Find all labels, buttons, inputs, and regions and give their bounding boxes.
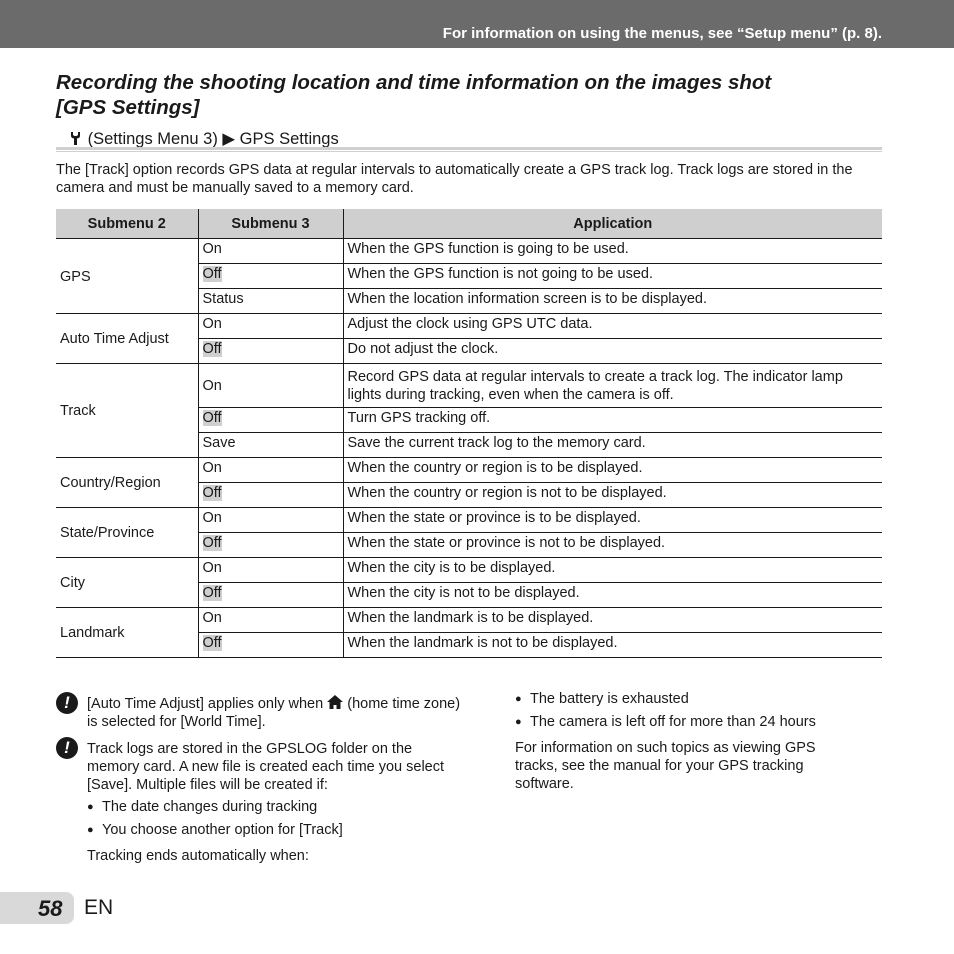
submenu3-cell (198, 339, 343, 364)
submenu3-cell: On (198, 314, 343, 339)
divider-thin (56, 151, 882, 152)
table-header-row (56, 209, 882, 239)
submenu2-cell: State/Province (56, 508, 198, 558)
note1-text-a: [Auto Time Adjust] applies only when (87, 696, 324, 712)
submenu2-cell: Auto Time Adjust (56, 314, 198, 364)
submenu2-cell: Country/Region (56, 458, 198, 508)
application-cell: When the GPS function is going to be used. (343, 239, 882, 264)
tracking-ends-text: Tracking ends automatically when: (87, 848, 309, 864)
application-cell: When the location information screen is to be displayed. (343, 289, 882, 314)
submenu2-cell: Track (56, 364, 198, 458)
default-value-highlight: Off (202, 535, 222, 551)
list-item: ● The camera is left off for more than 24 hours (515, 714, 816, 730)
application-cell: When the city is not to be displayed. (343, 583, 882, 608)
language-label: EN (84, 896, 114, 919)
list-item: ● You choose another option for [Track] (87, 822, 343, 838)
submenu3-cell: On (198, 239, 343, 264)
list-item-text: The date changes during tracking (102, 799, 318, 815)
submenu3-cell: On (198, 608, 343, 633)
submenu3-cell: On (198, 364, 343, 408)
list-item: ● The battery is exhausted (515, 691, 689, 707)
page-number: 58 (38, 896, 63, 921)
submenu2-cell: GPS (56, 239, 198, 314)
more-info-text: For information on such topics as viewing GPS tracks, see the manual for your GPS tracking software. (515, 740, 816, 792)
list-item-text: You choose another option for [Track] (102, 822, 343, 838)
table-row (56, 314, 882, 339)
submenu2-cell: City (56, 558, 198, 608)
default-value-highlight: Off (202, 485, 222, 501)
default-value-highlight: Off (202, 635, 222, 651)
table-row (56, 364, 882, 408)
submenu3-cell (198, 264, 343, 289)
application-cell: When the landmark is to be displayed. (343, 608, 882, 633)
application-cell: When the state or province is not to be displayed. (343, 533, 882, 558)
application-cell: Adjust the clock using GPS UTC data. (343, 314, 882, 339)
title-line-2: [GPS Settings] (56, 96, 200, 119)
divider (56, 147, 882, 150)
application-cell: Record GPS data at regular intervals to create a track log. The indicator lamp lights during tracking, even when the camera is off. (343, 364, 882, 408)
application-cell: Save the current track log to the memory card. (343, 433, 882, 458)
table-row (56, 508, 882, 533)
submenu3-cell (198, 533, 343, 558)
home-icon (327, 696, 343, 712)
submenu3-cell: On (198, 558, 343, 583)
table-row (56, 558, 882, 583)
section-title (56, 70, 856, 120)
submenu3-cell (198, 583, 343, 608)
table-row (56, 608, 882, 633)
default-value-highlight: Off (202, 341, 222, 357)
default-value-highlight: Off (202, 585, 222, 601)
note-auto-time-adjust (87, 695, 467, 731)
submenu3-cell (198, 633, 343, 658)
default-value-highlight: Off (202, 410, 222, 426)
submenu3-cell: On (198, 508, 343, 533)
title-line-1: Recording the shooting location and time information on the images shot (56, 71, 772, 94)
breadcrumb-text: (Settings Menu 3) ▶ GPS Settings (87, 130, 339, 148)
table-row (56, 239, 882, 264)
top-banner (0, 0, 954, 48)
list-item-text: The camera is left off for more than 24 hours (530, 714, 816, 730)
application-cell: When the city is to be displayed. (343, 558, 882, 583)
submenu3-cell: Save (198, 433, 343, 458)
gps-settings-table (56, 209, 882, 658)
note-track-logs: Track logs are stored in the GPSLOG folder on the memory card. A new file is created each time you select [Save]. Multiple files will be created if: (87, 741, 445, 793)
header-submenu2: Submenu 2 (56, 209, 198, 239)
application-cell: When the landmark is not to be displayed. (343, 633, 882, 658)
header-submenu3: Submenu 3 (198, 209, 343, 239)
submenu2-cell: Landmark (56, 608, 198, 658)
caution-icon: ! (56, 737, 78, 759)
intro-paragraph: The [Track] option records GPS data at regular intervals to automatically create a GPS track log. Track logs are stored in the camera and must be manually saved to a memory card. (56, 162, 853, 196)
list-item: ● The date changes during tracking (87, 799, 318, 815)
submenu3-cell (198, 408, 343, 433)
banner-text: For information on using the menus, see “Setup menu” (p. 8). (442, 25, 882, 42)
submenu3-cell: Status (198, 289, 343, 314)
note1-text-b: (home time zone) is selected for [World Time]. (87, 696, 461, 730)
submenu3-cell: On (198, 458, 343, 483)
application-cell: When the country or region is to be displayed. (343, 458, 882, 483)
submenu3-cell (198, 483, 343, 508)
list-item-text: The battery is exhausted (530, 691, 689, 707)
caution-icon: ! (56, 692, 78, 714)
default-value-highlight: Off (202, 266, 222, 282)
application-cell: Turn GPS tracking off. (343, 408, 882, 433)
page-tab (0, 892, 74, 924)
application-cell: Do not adjust the clock. (343, 339, 882, 364)
application-cell: When the state or province is to be displayed. (343, 508, 882, 533)
header-application: Application (343, 209, 882, 239)
table-row (56, 458, 882, 483)
application-cell: When the GPS function is not going to be used. (343, 264, 882, 289)
application-cell: When the country or region is not to be displayed. (343, 483, 882, 508)
